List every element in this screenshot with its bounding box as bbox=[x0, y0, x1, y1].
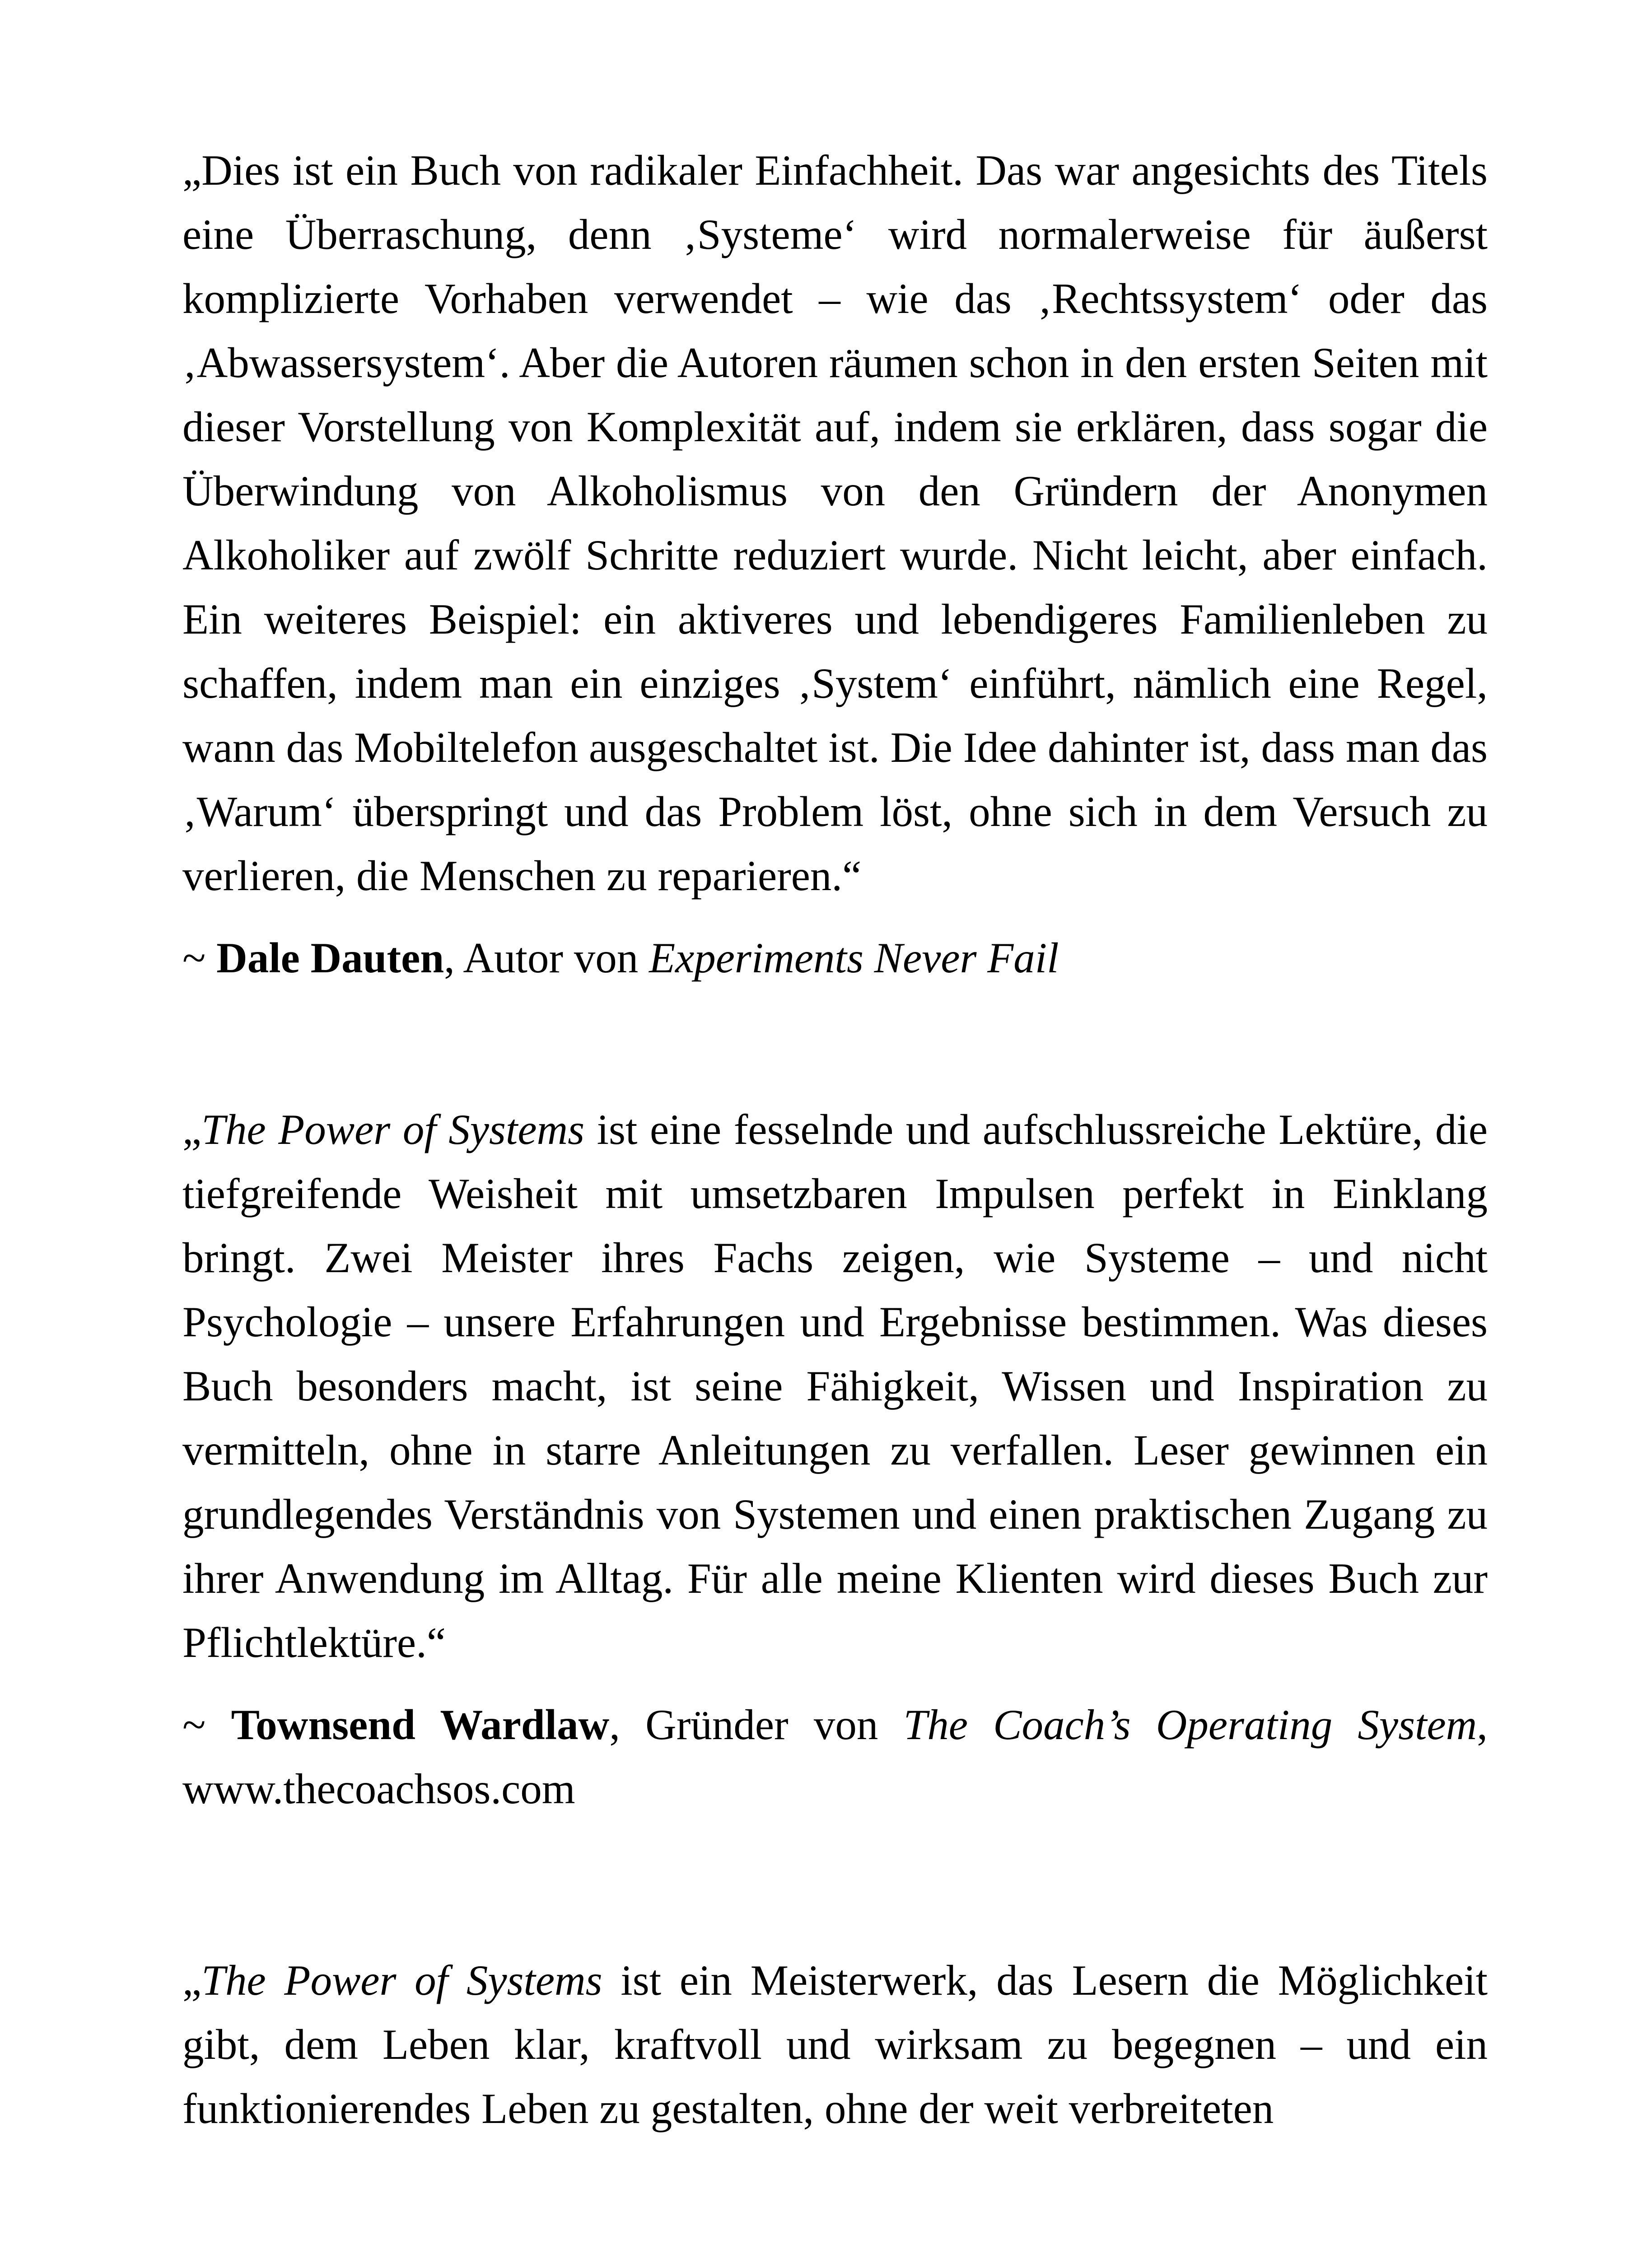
quote-open-mark: „ bbox=[182, 1106, 202, 1153]
attribution-author: Dale Dauten bbox=[216, 934, 444, 982]
attribution-website: , www.thecoachsos.com bbox=[182, 1701, 1488, 1813]
attribution-prefix: ~ bbox=[182, 1701, 231, 1749]
attribution-work: The Coach’s Operating System bbox=[903, 1701, 1477, 1749]
document-page bbox=[182, 138, 1488, 2141]
quote-3-text bbox=[182, 1948, 1488, 2141]
quote-body: ist eine fesselnde und aufschlussreiche Lektüre, die tiefgreifende Weisheit mit umsetzbaren Impulsen perfekt in Einklang bringt. Zwei Meister ihres Fachs zeigen, wie Systeme – und nicht Psychologie – unsere Erfahrungen und Ergebnisse bestimmen. Was dieses Buch besonders macht, ist seine Fähigkeit, Wissen und Inspiration zu vermitteln, ohne in starre Anleitungen zu verfallen. Leser gewinnen ein grundlegendes Verständnis von Systemen und einen praktischen Zugang zu ihrer Anwendung im Alltag. Für alle meine Klienten wird dieses Buch zur Pflichtlektüre.“ bbox=[182, 1106, 1488, 1666]
attribution-role: , Autor von bbox=[444, 934, 649, 982]
book-title: The Power of Systems bbox=[201, 1106, 585, 1153]
quote-1-attribution bbox=[182, 926, 1488, 990]
attribution-prefix: ~ bbox=[182, 934, 217, 982]
quote-2-text bbox=[182, 1097, 1488, 1675]
quote-1-text: „Dies ist ein Buch von radikaler Einfachheit. Das war angesichts des Titels eine Überraschung, denn ‚Systeme‘ wird normalerweise für äußerst komplizierte Vorhaben verwendet – wie das ‚Rechtssystem‘ oder das ‚Abwassersystem‘. Aber die Autoren räumen schon in den ersten Seiten mit dieser Vorstellung von Komplexität auf, indem sie erklären, dass sogar die Überwindung von Alkoholismus von den Gründern der Anonymen Alkoholiker auf zwölf Schritte reduziert wurde. Nicht leicht, aber einfach. Ein weiteres Beispiel: ein aktiveres und lebendigeres Familienleben zu schaffen, indem man ein einziges ‚System‘ einführt, nämlich eine Regel, wann das Mobiltelefon ausgeschaltet ist. Die Idee dahinter ist, dass man das ‚Warum‘ überspringt und das Problem löst, ohne sich in dem Versuch zu verlieren, die Menschen zu reparieren.“ bbox=[182, 146, 1488, 900]
spacer bbox=[182, 990, 1488, 1097]
attribution-work: Experiments Never Fail bbox=[649, 934, 1059, 982]
spacer bbox=[182, 908, 1488, 926]
quote-open-mark: „ bbox=[182, 1956, 202, 2004]
book-title: The Power of Systems bbox=[201, 1956, 602, 2004]
spacer bbox=[182, 1821, 1488, 1948]
attribution-author: Townsend Wardlaw bbox=[231, 1701, 610, 1749]
quote-2-attribution bbox=[182, 1693, 1488, 1821]
attribution-role: , Gründer von bbox=[609, 1701, 904, 1749]
spacer bbox=[182, 1675, 1488, 1693]
quote-body: ist ein Meisterwerk, das Lesern die Möglichkeit gibt, dem Leben klar, kraftvoll und wirksam zu begegnen – und ein funktionierendes Leben zu gestalten, ohne der weit verbreiteten bbox=[182, 1956, 1488, 2132]
